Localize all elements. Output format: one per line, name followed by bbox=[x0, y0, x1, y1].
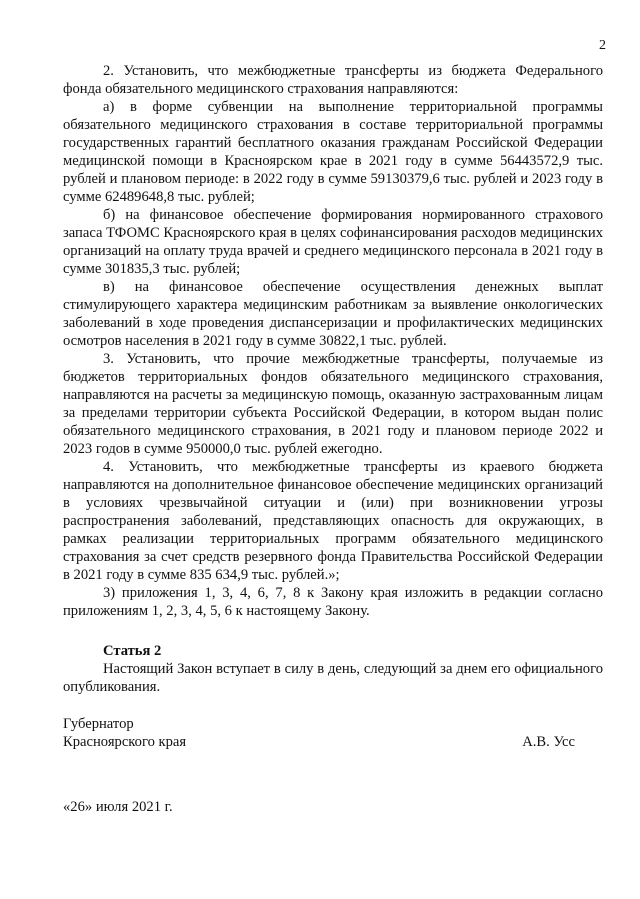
paragraph-2: 2. Установить, что межбюджетные трансферты из бюджета Федерального фонда обязательного медицинского страхования направляются: bbox=[63, 63, 603, 97]
paragraph-3: 3. Установить, что прочие межбюджетные трансферты, получаемые из бюджетов территориальных фондов обязательного медицинского страхования, направляются на расчеты за медицинскую помощь, оказанную застрахованным лицам за пределами территории субъекта Российской Федерации, в котором выдан полис обязательного медицинского страхования, в 2021 году и плановом периоде 2022 и 2023 годов в сумме 950000,0 тыс. рублей ежегодно. bbox=[63, 351, 603, 457]
paragraph-2v: в) на финансовое обеспечение осуществления денежных выплат стимулирующего характера медицинским работникам за выявление онкологических заболеваний в ходе проведения диспансеризации и профилактических медицинских осмотров населения в 2021 году в сумме 30822,1 тыс. рублей. bbox=[63, 279, 603, 349]
signature-block bbox=[63, 715, 603, 751]
paragraph-2b: б) на финансовое обеспечение формирования нормированного страхового запаса ТФОМС Красноярского края в целях софинансирования расходов медицинских организаций на оплату труда врачей и среднего медицинского персонала в 2021 году в сумме 301835,3 тыс. рублей; bbox=[63, 207, 603, 277]
page-number: 2 bbox=[599, 38, 606, 53]
article-2-heading: Статья 2 bbox=[103, 643, 162, 659]
signing-date: «26» июля 2021 г. bbox=[63, 799, 173, 815]
paragraph-4: 4. Установить, что межбюджетные трансферты из краевого бюджета направляются на дополнительное финансовое обеспечение медицинских организаций в условиях чрезвычайной ситуации и (или) при возникновении угрозы распространения заболеваний, представляющих опасность для окружающих, в рамках реализации территориальных программ обязательного медицинского страхования за счет средств резервного фонда Правительства Российской Федерации в 2021 году в сумме 835 634,9 тыс. рублей.»; bbox=[63, 459, 603, 583]
signatory-name: А.В. Усс bbox=[522, 734, 575, 750]
signatory-title-line2: Красноярского края bbox=[63, 734, 187, 750]
signatory-title-line1: Губернатор bbox=[63, 716, 134, 732]
paragraph-3-appendix: 3) приложения 1, 3, 4, 6, 7, 8 к Закону края изложить в редакции согласно приложениям 1, 2, 3, 4, 5, 6 к настоящему Закону. bbox=[63, 585, 603, 619]
article-2-text: Настоящий Закон вступает в силу в день, следующий за днем его официального опубликования. bbox=[63, 661, 603, 695]
document-body bbox=[63, 62, 603, 696]
paragraph-2a: а) в форме субвенции на выполнение территориальной программы обязательного медицинского страхования в составе территориальной программы государственных гарантий бесплатного оказания гражданам Российской Федерации медицинской помощи в Красноярском крае в 2021 году в сумме 56443572,9 тыс. рублей и плановом периоде: в 2022 году в сумме 59130379,6 тыс. рублей и 2023 году в сумме 62489648,8 тыс. рублей; bbox=[63, 99, 603, 205]
